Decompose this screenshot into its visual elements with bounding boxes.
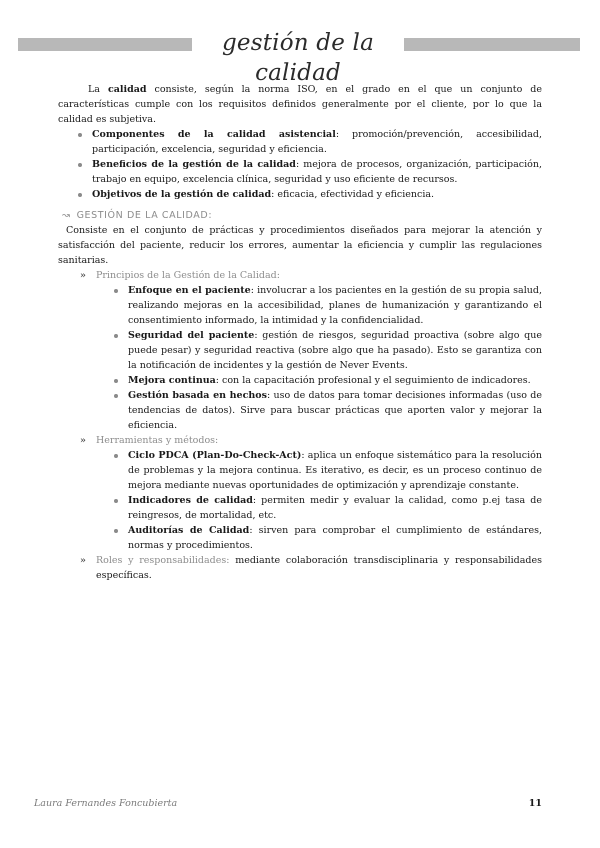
- curl-arrow-icon: ↝: [62, 210, 71, 221]
- intro-paragraph: La calidad consiste, según la norma ISO, en el grado en el que un conjunto de características cumple con los requisitos definidos generalmente por el cliente, por lo que la calidad es subjetiva.: [58, 84, 542, 125]
- footer-author: Laura Fernandes Foncubierta: [34, 798, 178, 809]
- header-bar-right: [404, 38, 580, 51]
- double-chevron-icon: »: [80, 435, 86, 446]
- list-item: Seguridad del paciente: gestión de riesgos, seguridad proactiva (sobre algo que puede pesar) y seguridad reactiva (sobre algo que ha pasado). Esto se garantiza con la notificación de incidentes y la gestión de Never Events.: [58, 328, 542, 373]
- page-content: [58, 82, 542, 583]
- bullet-icon: [78, 133, 82, 137]
- page-header: [0, 28, 600, 86]
- page-title: gestión de la calidad: [221, 30, 375, 86]
- list-item: Componentes de la calidad asistencial: promoción/prevención, accesibilidad, participación, excelencia, seguridad y eficiencia.: [58, 127, 542, 157]
- bullet-icon: [78, 193, 82, 197]
- bullet-icon: [114, 394, 118, 398]
- list-item: Enfoque en el paciente: involucrar a los pacientes en la gestión de su propia salud, realizando mejoras en la accesibilidad, planes de humanización y garantizando el consentimiento informado, la intimidad y la confidencialidad.: [58, 283, 542, 328]
- list-item: Indicadores de calidad: permiten medir y evaluar la calidad, como p.ej tasa de reingresos, de mortalidad, etc.: [58, 493, 542, 523]
- list-item: Beneficios de la gestión de la calidad: mejora de procesos, organización, participación, trabajo en equipo, excelencia clínica, seguridad y uso eficiente de recursos.: [58, 157, 542, 187]
- double-chevron-icon: »: [80, 270, 86, 281]
- double-chevron-icon: »: [80, 555, 86, 566]
- roles-paragraph: » Roles y responsabilidades: mediante colaboración transdisciplinaria y responsabilidades específicas.: [80, 555, 542, 581]
- page-footer: [34, 798, 542, 814]
- list-item: Objetivos de la gestión de calidad: eficacia, efectividad y eficiencia.: [58, 187, 542, 202]
- quality-list: [58, 127, 542, 202]
- header-bar-left: [18, 38, 192, 51]
- list-item: Ciclo PDCA (Plan-Do-Check-Act): aplica un enfoque sistemático para la resolución de problemas y la mejora continua. Es iterativo, es decir, es un proceso continuo de mejora mediante nuevas oportunidades de optimización y aprendizaje constante.: [58, 448, 542, 493]
- bullet-icon: [114, 454, 118, 458]
- list-item: Gestión basada en hechos: uso de datos para tomar decisiones informadas (uso de tendencias de datos). Sirve para buscar prácticas que aporten valor y mejorar la eficiencia.: [58, 388, 542, 433]
- section-heading: ↝ GESTIÓN DE LA CALIDAD:: [62, 210, 213, 221]
- principios-heading: » Principios de la Gestión de la Calidad:: [80, 270, 280, 281]
- list-item: Mejora continua: con la capacitación profesional y el seguimiento de indicadores.: [58, 373, 542, 388]
- herramientas-heading: » Herramientas y métodos:: [80, 435, 219, 446]
- bullet-icon: [114, 529, 118, 533]
- herramientas-list: [58, 448, 542, 553]
- section-description: Consiste en el conjunto de prácticas y procedimientos diseñados para mejorar la atención y satisfacción del paciente, reducir los errores, aumentar la eficiencia y cumplir las regulaciones sanitarias.: [58, 225, 542, 266]
- bullet-icon: [114, 334, 118, 338]
- list-item: Auditorías de Calidad: sirven para comprobar el cumplimiento de estándares, normas y procedimientos.: [58, 523, 542, 553]
- bullet-icon: [114, 379, 118, 383]
- bullet-icon: [78, 163, 82, 167]
- principios-list: [58, 283, 542, 433]
- intro-bold: calidad: [107, 84, 147, 95]
- bullet-icon: [114, 499, 118, 503]
- page-number: 11: [528, 798, 542, 809]
- bullet-icon: [114, 289, 118, 293]
